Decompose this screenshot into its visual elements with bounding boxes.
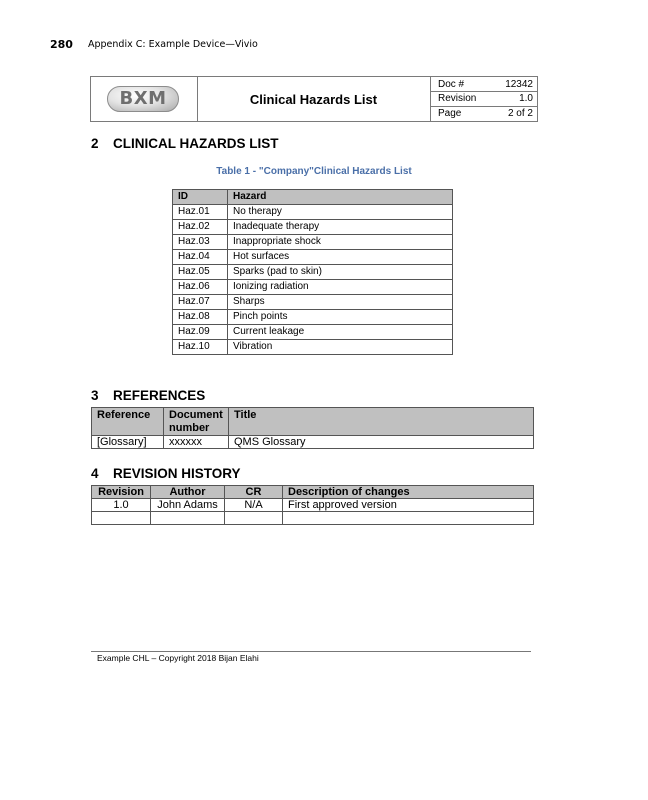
running-header [0, 34, 648, 54]
table-row [92, 499, 534, 512]
footer-text: Example CHL – Copyright 2018 Bijan Elahi [97, 653, 259, 663]
page-row [430, 106, 537, 121]
hazard-id: Haz.07 [173, 295, 228, 310]
hazard-id: Haz.10 [173, 340, 228, 355]
section-title: REFERENCES [113, 388, 206, 403]
author-cell [151, 512, 225, 525]
hazard-id: Haz.01 [173, 205, 228, 220]
page-number: 280 [50, 38, 73, 51]
section-number: 4 [91, 466, 99, 481]
section-number: 3 [91, 388, 99, 403]
logo-cell [91, 77, 198, 121]
hazard-name: No therapy [228, 205, 453, 220]
revision-value: 1.0 [519, 93, 533, 104]
author-cell: John Adams [151, 499, 225, 512]
title-cell: QMS Glossary [229, 436, 534, 449]
doc-title-cell [197, 77, 431, 121]
doc-title: Clinical Hazards List [249, 91, 378, 107]
revision-cell: 1.0 [92, 499, 151, 512]
logo-text: BXM [119, 88, 167, 109]
hazard-name: Pinch points [228, 310, 453, 325]
revision-cell [92, 512, 151, 525]
table-row [173, 295, 453, 310]
column-header-hazard: Hazard [228, 190, 453, 205]
table-header-row [92, 408, 534, 436]
column-header-reference: Reference [92, 408, 164, 436]
page-label: Page [438, 108, 462, 119]
section-heading-hazards [91, 136, 279, 151]
hazard-name: Current leakage [228, 325, 453, 340]
document-number-cell: xxxxxx [164, 436, 229, 449]
hazard-name: Inappropriate shock [228, 235, 453, 250]
table-row [173, 235, 453, 250]
table-row [173, 265, 453, 280]
section-title: CLINICAL HAZARDS LIST [113, 136, 279, 151]
table-row [173, 220, 453, 235]
page-value: 2 of 2 [507, 108, 533, 119]
running-title: Appendix C: Example Device—Vivio [88, 39, 258, 50]
hazard-id: Haz.06 [173, 280, 228, 295]
doc-number-label: Doc # [438, 79, 465, 90]
revision-history-table [91, 485, 534, 525]
hazard-id: Haz.02 [173, 220, 228, 235]
column-header-id: ID [173, 190, 228, 205]
column-header-author: Author [151, 486, 225, 499]
footer-divider [91, 651, 531, 652]
document-control-header [90, 76, 538, 122]
column-header-cr: CR [225, 486, 283, 499]
hazard-name: Hot surfaces [228, 250, 453, 265]
section-number: 2 [91, 136, 99, 151]
cr-cell: N/A [225, 499, 283, 512]
hazard-name: Sharps [228, 295, 453, 310]
section-title: REVISION HISTORY [113, 466, 241, 481]
table-row [173, 280, 453, 295]
table-row [92, 436, 534, 449]
table-row [173, 340, 453, 355]
hazard-name: Ionizing radiation [228, 280, 453, 295]
table-row [173, 325, 453, 340]
hazard-name: Sparks (pad to skin) [228, 265, 453, 280]
table-header-row [173, 190, 453, 205]
table-caption: Table 1 - "Company"Clinical Hazards List [216, 166, 412, 177]
table-row [173, 205, 453, 220]
bxm-logo [107, 86, 179, 112]
description-cell: First approved version [283, 499, 534, 512]
section-heading-references [91, 388, 205, 403]
reference-cell: [Glossary] [92, 436, 164, 449]
hazard-id: Haz.03 [173, 235, 228, 250]
revision-label: Revision [438, 93, 477, 104]
column-header-title: Title [229, 408, 534, 436]
description-cell [283, 512, 534, 525]
column-header-revision: Revision [92, 486, 151, 499]
hazard-name: Vibration [228, 340, 453, 355]
column-header-document-number: Document number [164, 408, 229, 436]
column-header-description: Description of changes [283, 486, 534, 499]
references-table [91, 407, 534, 449]
doc-number-row [430, 77, 537, 92]
section-heading-revision-history [91, 466, 241, 481]
table-row [173, 310, 453, 325]
hazard-id: Haz.08 [173, 310, 228, 325]
hazard-name: Inadequate therapy [228, 220, 453, 235]
hazard-id: Haz.04 [173, 250, 228, 265]
hazard-id: Haz.05 [173, 265, 228, 280]
hazards-table [172, 189, 453, 355]
table-header-row [92, 486, 534, 499]
hazard-id: Haz.09 [173, 325, 228, 340]
doc-number-value: 12342 [505, 79, 533, 90]
table-row [92, 512, 534, 525]
table-row [173, 250, 453, 265]
cr-cell [225, 512, 283, 525]
revision-row [430, 91, 537, 106]
